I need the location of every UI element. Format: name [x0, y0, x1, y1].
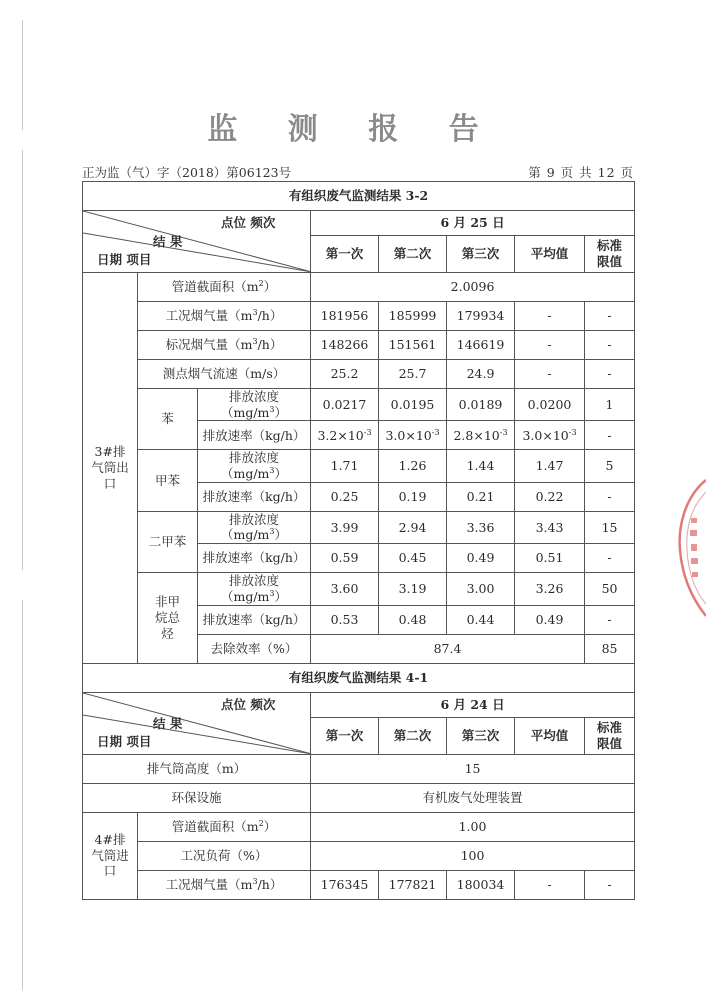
value-2: 0.45 — [379, 544, 447, 573]
stack-height-value: 15 — [311, 754, 635, 783]
value-3: 24.9 — [447, 360, 515, 389]
row-xylene-conc — [83, 511, 635, 543]
col-header-3: 第三次 — [447, 717, 515, 754]
removal-label: 去除效率（%） — [198, 634, 311, 663]
value-1: 3.99 — [311, 511, 379, 543]
page-title: 监 测 报 告 — [207, 112, 499, 147]
seal-stamp — [676, 478, 706, 618]
pollutant-name: 苯 — [138, 389, 198, 450]
row-stack-height — [83, 754, 635, 783]
col-header-3: 第三次 — [447, 236, 515, 273]
value-limit: - — [585, 421, 635, 450]
value-2: 3.19 — [379, 573, 447, 605]
conc-label: 排放浓度$(mg/m^3)$ — [198, 389, 311, 421]
conc-label: 排放浓度$(mg/m^3)$ — [198, 511, 311, 543]
value-2: 177821 — [379, 870, 447, 899]
row-load — [83, 841, 635, 870]
value-avg: 1.47 — [515, 450, 585, 482]
document-number: 正为监（气）字（2018）第06123号 — [82, 165, 292, 180]
row-area — [83, 273, 635, 302]
area-label: 管道截面积$(m^2)$ — [138, 812, 311, 841]
value-limit: - — [585, 605, 635, 634]
section-1-title: 有组织废气监测结果 3-2 — [83, 182, 635, 211]
value-1: 25.2 — [311, 360, 379, 389]
section-2-title-row — [83, 663, 635, 692]
value-limit: - — [585, 544, 635, 573]
left-margin-line-mid — [22, 150, 23, 570]
value-avg: - — [515, 331, 585, 360]
value-1: 181956 — [311, 302, 379, 331]
value-3: 1.44 — [447, 450, 515, 482]
header-date-item: 日期 项目 — [97, 733, 152, 749]
col-header-1: 第一次 — [311, 717, 379, 754]
value-3: 3.36 — [447, 511, 515, 543]
value-3: $2.8\times 10^{-3}$ — [447, 421, 515, 450]
col-header-avg: 平均值 — [515, 236, 585, 273]
rate-label: 排放速率（kg/h） — [198, 482, 311, 511]
facility-value: 有机废气处理装置 — [311, 783, 635, 812]
value-avg: 0.0200 — [515, 389, 585, 421]
value-3: 0.49 — [447, 544, 515, 573]
flow-label: 工况烟气量$(m^3/h)$ — [138, 870, 311, 899]
section-2-date: 6 月 24 日 — [311, 692, 635, 717]
row-nmhc-conc — [83, 573, 635, 605]
value-avg: 3.26 — [515, 573, 585, 605]
row-toluene-conc — [83, 450, 635, 482]
header-point-freq: 点位 频次 — [221, 696, 276, 712]
value-3: 180034 — [447, 870, 515, 899]
value-limit: 50 — [585, 573, 635, 605]
value-2: 1.26 — [379, 450, 447, 482]
pollutant-name: 二甲苯 — [138, 511, 198, 572]
value-3: 3.00 — [447, 573, 515, 605]
rate-label: 排放速率（kg/h） — [198, 605, 311, 634]
stack-height-label: 排气筒高度（m） — [83, 754, 311, 783]
value-limit: - — [585, 870, 635, 899]
row-label: 测点烟气流速（m/s） — [138, 360, 311, 389]
value-1: 0.53 — [311, 605, 379, 634]
value-avg: $3.0\times 10^{-3}$ — [515, 421, 585, 450]
value-2: 0.0195 — [379, 389, 447, 421]
conc-label: 排放浓度$(mg/m^3)$ — [198, 450, 311, 482]
section-1-header-row-1 — [83, 211, 635, 236]
header-result: 结 果 — [153, 234, 183, 249]
value-3: 0.0189 — [447, 389, 515, 421]
col-header-limit: 标准限值 — [585, 717, 635, 754]
value-limit: - — [585, 302, 635, 331]
load-value: 100 — [311, 841, 635, 870]
area-label: 管道截面积$(m^2)$ — [138, 273, 311, 302]
section-1-date: 6 月 25 日 — [311, 211, 635, 236]
row-standard-flow — [83, 331, 635, 360]
value-2: 0.19 — [379, 482, 447, 511]
value-2: $3.0\times 10^{-3}$ — [379, 421, 447, 450]
value-1: 176345 — [311, 870, 379, 899]
value-2: 185999 — [379, 302, 447, 331]
area-value: 1.00 — [311, 812, 635, 841]
pollutant-name: 甲苯 — [138, 450, 198, 511]
col-header-1: 第一次 — [311, 236, 379, 273]
value-1: 148266 — [311, 331, 379, 360]
col-header-avg: 平均值 — [515, 717, 585, 754]
value-limit: - — [585, 482, 635, 511]
row-working-flow-2 — [83, 870, 635, 899]
pollutant-name: 非甲烷总烃 — [138, 573, 198, 663]
value-3: 0.44 — [447, 605, 515, 634]
value-2: 151561 — [379, 331, 447, 360]
value-3: 179934 — [447, 302, 515, 331]
row-benzene-conc — [83, 389, 635, 421]
value-limit: 15 — [585, 511, 635, 543]
value-1: 1.71 — [311, 450, 379, 482]
left-margin-line-bottom — [22, 600, 23, 990]
page-number: 第 9 页 共 12 页 — [528, 165, 634, 180]
value-limit: - — [585, 331, 635, 360]
section-2-title: 有组织废气监测结果 4-1 — [83, 663, 635, 692]
value-1: 0.59 — [311, 544, 379, 573]
rate-label: 排放速率（kg/h） — [198, 544, 311, 573]
rate-label: 排放速率（kg/h） — [198, 421, 311, 450]
col-header-limit: 标准限值 — [585, 236, 635, 273]
value-avg: 0.22 — [515, 482, 585, 511]
value-avg: 3.43 — [515, 511, 585, 543]
section-1-diagonal-header — [83, 211, 311, 273]
removal-limit: 85 — [585, 634, 635, 663]
col-header-2: 第二次 — [379, 236, 447, 273]
value-avg: - — [515, 302, 585, 331]
value-2: 0.48 — [379, 605, 447, 634]
value-2: 25.7 — [379, 360, 447, 389]
location-3: 3#排气筒出口 — [83, 273, 138, 664]
header-date-item: 日期 项目 — [97, 252, 152, 267]
row-velocity — [83, 360, 635, 389]
value-limit: 5 — [585, 450, 635, 482]
area-value: 2.0096 — [311, 273, 635, 302]
section-2-header-row-1 — [83, 692, 635, 717]
facility-label: 环保设施 — [83, 783, 311, 812]
report-table — [82, 181, 635, 900]
value-1: 0.0217 — [311, 389, 379, 421]
value-1: $3.2\times 10^{-3}$ — [311, 421, 379, 450]
row-label: 工况烟气量$(m^3/h)$ — [138, 302, 311, 331]
value-3: 146619 — [447, 331, 515, 360]
value-limit: 1 — [585, 389, 635, 421]
value-1: 0.25 — [311, 482, 379, 511]
conc-label: 排放浓度$(mg/m^3)$ — [198, 573, 311, 605]
row-label: 标况烟气量$(m^3/h)$ — [138, 331, 311, 360]
row-facility — [83, 783, 635, 812]
value-1: 3.60 — [311, 573, 379, 605]
location-4: 4#排气筒进口 — [83, 812, 138, 899]
section-2-diagonal-header — [83, 692, 311, 754]
value-avg: - — [515, 360, 585, 389]
header-point-freq: 点位 频次 — [221, 215, 276, 230]
removal-value: 87.4 — [311, 634, 585, 663]
value-avg: 0.51 — [515, 544, 585, 573]
row-working-flow — [83, 302, 635, 331]
value-limit: - — [585, 360, 635, 389]
load-label: 工况负荷（%） — [138, 841, 311, 870]
value-2: 2.94 — [379, 511, 447, 543]
col-header-2: 第二次 — [379, 717, 447, 754]
row-area-2 — [83, 812, 635, 841]
value-avg: - — [515, 870, 585, 899]
value-3: 0.21 — [447, 482, 515, 511]
value-avg: 0.49 — [515, 605, 585, 634]
header-result: 结 果 — [153, 715, 183, 731]
section-1-title-row — [83, 182, 635, 211]
